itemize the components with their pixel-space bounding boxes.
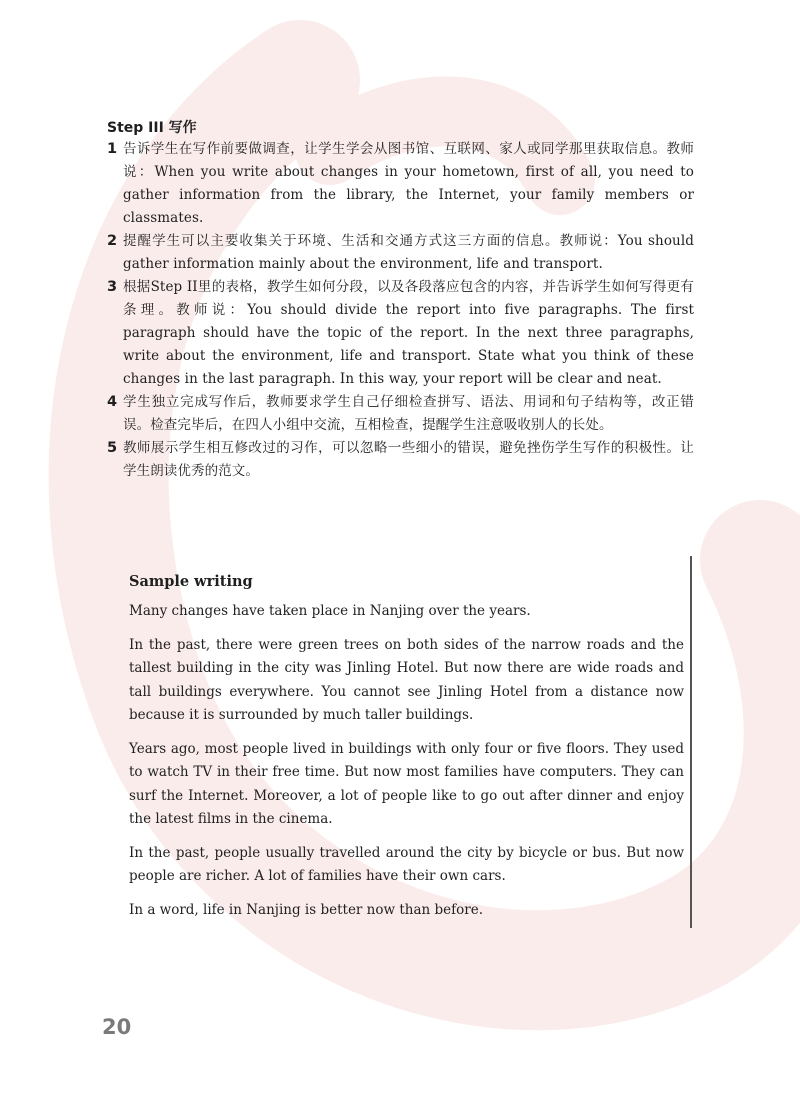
step-text: 学生独立完成写作后，教师要求学生自己仔细检查拼写、语法、用词和句子结构等，改正错误。检查完毕后，在四人小组中交流，互相检查，提醒学生注意吸收别人的长处。 [123,394,694,433]
step-item [107,391,694,437]
sample-paragraph: In the past, people usually travelled around the city by bicycle or bus. But now people are richer. A lot of families have their own cars. [129,844,684,884]
sample-paragraph: Many changes have taken place in Nanjing over the years. [129,603,531,619]
sample-paragraph: In a word, life in Nanjing is better now than before. [129,901,483,918]
step-number: 5 [107,440,118,456]
sample-writing-box [129,570,684,932]
step-text: 告诉学生在写作前要做调查，让学生学会从图书馆、互联网、家人或同学那里获取信息。教师说：When you write about changes in your hometown, first of all, you need to gather information from the library, the Internet, your family members or classmates. [123,141,694,226]
step-number: 4 [107,394,118,410]
step-number: 3 [107,279,118,295]
step-heading: Step III 写作 [107,120,197,136]
step-item [107,138,694,230]
step-text: 根据Step II里的表格，教学生如何分段，以及各段落应包含的内容，并告诉学生如何写得更有条理。教师说：You should divide the report into five paragraphs. The first paragraph should have the topic of the report. In the next three paragraphs, write about the environment, life and transport. State what you think of these changes in the last paragraph. In this way, your report will be clear and neat. [123,279,694,387]
sample-side-rule [690,556,692,928]
page-number: 20 [102,1015,132,1039]
step-number: 2 [107,233,118,249]
sample-paragraph: Years ago, most people lived in buildings with only four or five floors. They used to watch TV in their free time. But now most families have computers. They can surf the Internet. Moreover, a lot of people like to go out after dinner and enjoy the latest films in the cinema. [129,740,684,827]
step-list [107,138,694,483]
step-item [107,437,694,483]
step-text: 教师展示学生相互修改过的习作，可以忽略一些细小的错误，避免挫伤学生写作的积极性。让学生朗读优秀的范文。 [123,440,694,479]
step-number: 1 [107,141,118,157]
step-item [107,230,694,276]
sample-paragraph: In the past, there were green trees on both sides of the narrow roads and the tallest building in the city was Jinling Hotel. But now there are wide roads and tall buildings everywhere. You cannot see Jinling Hotel from a distance now because it is surrounded by much taller buildings. [129,636,684,723]
step-text: 提醒学生可以主要收集关于环境、生活和交通方式这三方面的信息。教师说：You should gather information mainly about the environment, life and transport. [123,233,694,272]
sample-title: Sample writing [129,573,253,590]
step-item [107,276,694,391]
